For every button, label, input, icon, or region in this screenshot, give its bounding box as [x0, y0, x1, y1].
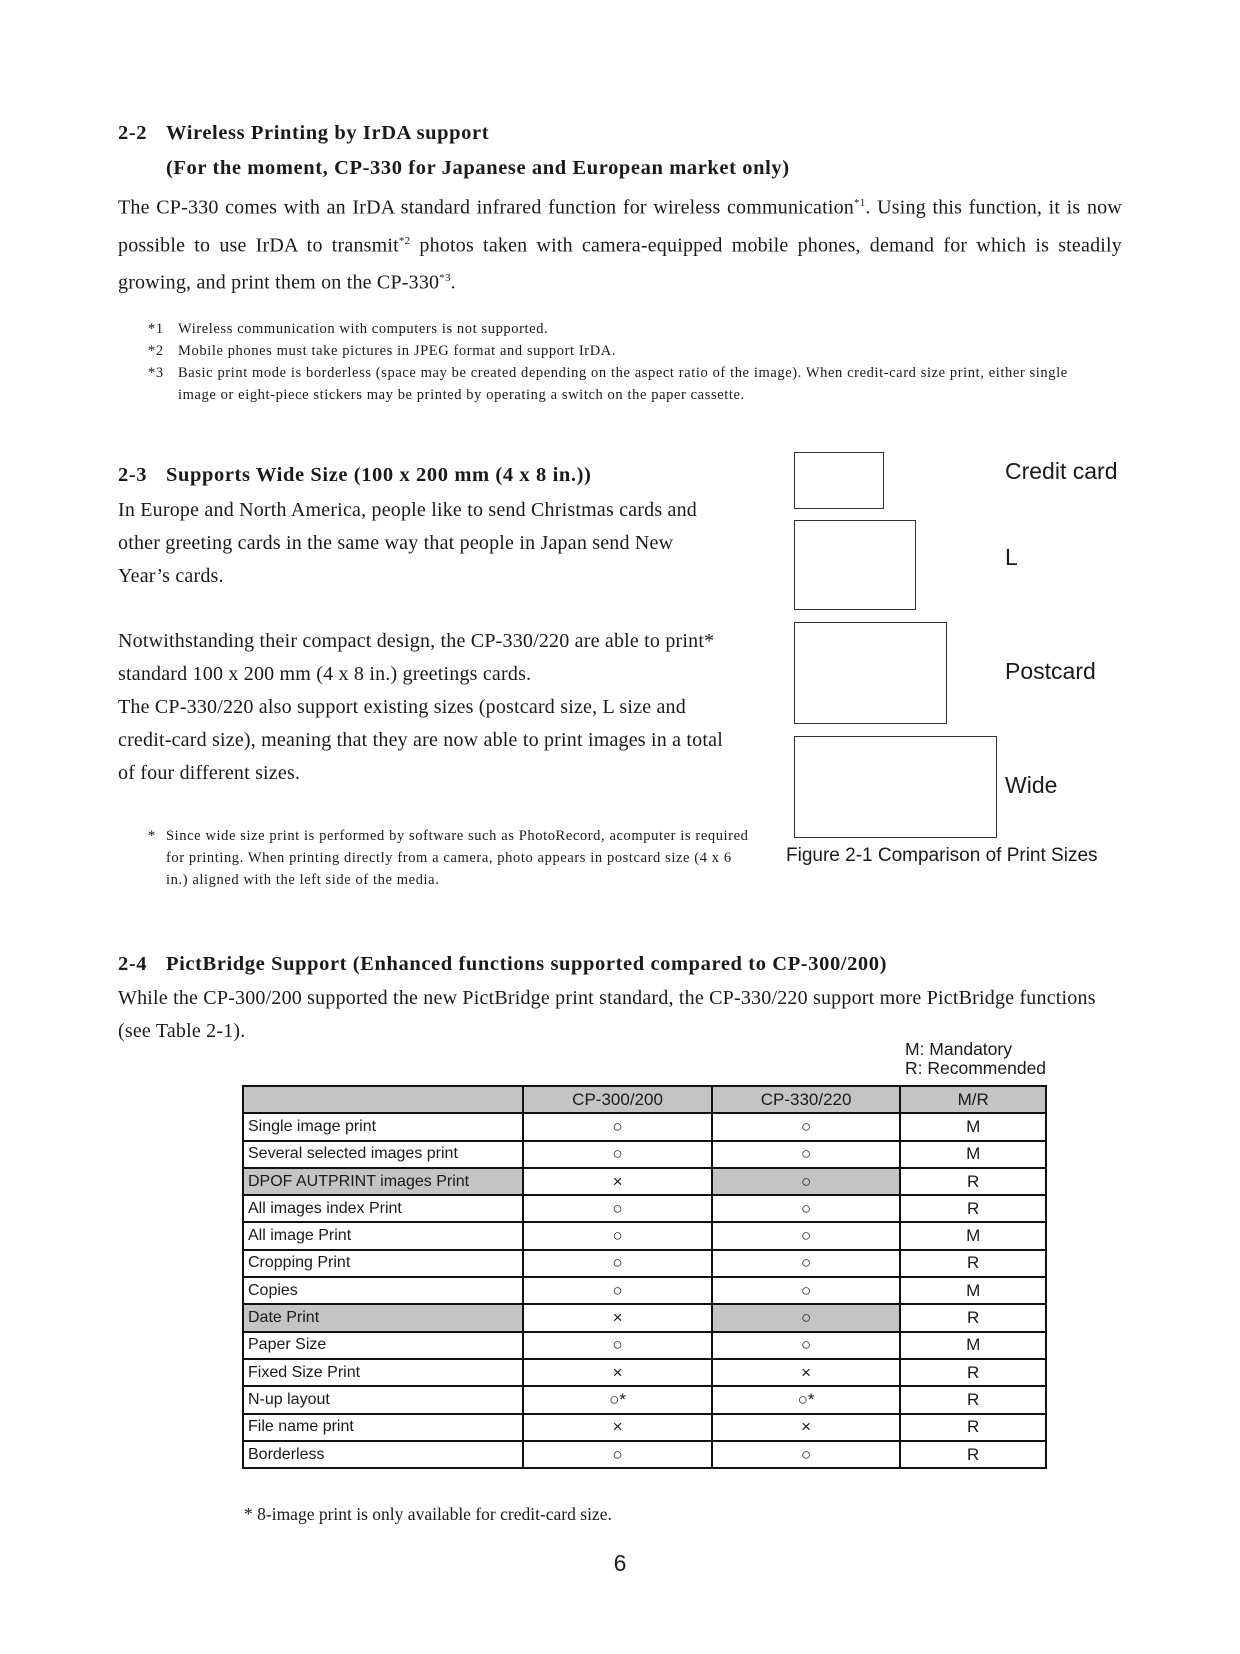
table-row: [243, 1332, 1046, 1359]
section-2-4-heading: [118, 953, 887, 976]
mr-cell: R: [900, 1304, 1046, 1331]
note-text: Since wide size print is performed by software such as PhotoRecord, acomputer is required for printing. When printing directly from a camera, photo appears in postcard size (4 x 6 in.) aligned with the left side of the media.: [166, 828, 749, 888]
section-title: Wireless Printing by IrDA support: [166, 122, 490, 144]
note-item: [148, 340, 1093, 362]
cp330-cell: ○: [712, 1441, 901, 1468]
feature-cell: DPOF AUTPRINT images Print: [243, 1168, 523, 1195]
postcard-size-box: [794, 622, 947, 724]
feature-cell: Several selected images print: [243, 1141, 523, 1168]
cp330-cell: ×: [712, 1414, 901, 1441]
text-run: . Using this function, it is now possible to use IrDA to transmit: [118, 196, 1122, 257]
note-text: Wireless communication with computers is not supported.: [178, 321, 549, 337]
feature-cell: Date Print: [243, 1304, 523, 1331]
section-2-4-paragraph: While the CP-300/200 supported the new PictBridge print standard, the CP-330/220 support more PictBridge functions (see Table 2-1).: [118, 987, 1096, 1042]
cp330-cell: ○: [712, 1332, 901, 1359]
mr-cell: R: [900, 1414, 1046, 1441]
feature-cell: Copies: [243, 1277, 523, 1304]
mr-cell: R: [900, 1250, 1046, 1277]
header-cell: M/R: [900, 1086, 1046, 1113]
mr-cell: M: [900, 1141, 1046, 1168]
note-text: Basic print mode is borderless (space may be created depending on the aspect ratio of the image). When credit-card size print, either single image or eight-piece stickers may be printed by operating a switch on the paper cassette.: [178, 365, 1068, 403]
table-row: [243, 1277, 1046, 1304]
section-title: PictBridge Support (Enhanced functions supported compared to CP-300/200): [166, 953, 888, 975]
table-row: [243, 1359, 1046, 1386]
section-number: 2-3: [118, 464, 148, 486]
table-row: [243, 1250, 1046, 1277]
credit-card-label: Credit card: [1005, 458, 1118, 484]
note-item: [148, 362, 1093, 406]
mr-cell: R: [900, 1386, 1046, 1413]
table-row: [243, 1141, 1046, 1168]
footnote-ref: *3: [439, 272, 451, 285]
table-row: [243, 1113, 1046, 1140]
cp330-cell: ○*: [712, 1386, 901, 1413]
cp300-cell: ×: [523, 1359, 712, 1386]
feature-cell: File name print: [243, 1414, 523, 1441]
postcard-label: Postcard: [1005, 658, 1096, 684]
cp330-cell: ×: [712, 1359, 901, 1386]
cp300-cell: ×: [523, 1168, 712, 1195]
wide-size-box: [794, 736, 997, 838]
section-title: Supports Wide Size (100 x 200 mm (4 x 8 in.)): [166, 464, 592, 486]
table-header-row: [243, 1086, 1046, 1113]
note-mark: *3: [148, 365, 164, 381]
wide-label: Wide: [1005, 772, 1058, 798]
mr-cell: M: [900, 1277, 1046, 1304]
cp330-cell: ○: [712, 1168, 901, 1195]
mr-cell: R: [900, 1359, 1046, 1386]
feature-cell: Single image print: [243, 1113, 523, 1140]
feature-table: [242, 1085, 1047, 1469]
cp330-cell: ○: [712, 1222, 901, 1249]
footnote-ref: *2: [398, 234, 411, 247]
mr-cell: M: [900, 1113, 1046, 1140]
cp300-cell: ×: [523, 1414, 712, 1441]
table-row: [243, 1304, 1046, 1331]
l-label: L: [1005, 544, 1018, 570]
table-row: [243, 1441, 1046, 1468]
table-row: [243, 1414, 1046, 1441]
section-2-3-heading: [118, 464, 591, 487]
cp300-cell: ○*: [523, 1386, 712, 1413]
legend-mandatory: M: Mandatory: [905, 1039, 1012, 1059]
header-cell: CP-300/200: [523, 1086, 712, 1113]
table-footnote: * 8-image print is only available for credit-card size.: [244, 1504, 612, 1524]
note-item: [148, 318, 1093, 340]
cp300-cell: ○: [523, 1141, 712, 1168]
section-2-2-notes: [148, 318, 1093, 406]
mr-cell: M: [900, 1222, 1046, 1249]
note-mark: *1: [148, 321, 164, 337]
feature-cell: N-up layout: [243, 1386, 523, 1413]
cp300-cell: ○: [523, 1250, 712, 1277]
section-2-3-paragraph-3: The CP-330/220 also support existing sizes (postcard size, L size and credit-card size), meaning that they are now able to print images in a total of four different sizes.: [118, 696, 723, 784]
note-text: Mobile phones must take pictures in JPEG format and support IrDA.: [178, 343, 617, 359]
mr-cell: R: [900, 1168, 1046, 1195]
text-run: The CP-330 comes with an IrDA standard infrared function for wireless communication: [118, 196, 854, 219]
cp300-cell: ×: [523, 1304, 712, 1331]
note-mark: *2: [148, 343, 164, 359]
figure-caption: Figure 2-1 Comparison of Print Sizes: [786, 845, 1098, 866]
section-2-2-paragraph: [118, 187, 1122, 300]
table-row: [243, 1386, 1046, 1413]
cp330-cell: ○: [712, 1304, 901, 1331]
text-run: .: [450, 271, 456, 294]
legend-recommended: R: Recommended: [905, 1058, 1047, 1078]
cp330-cell: ○: [712, 1195, 901, 1222]
section-number: 2-2: [118, 122, 148, 144]
feature-cell: All image Print: [243, 1222, 523, 1249]
table-row: [243, 1195, 1046, 1222]
feature-cell: Borderless: [243, 1441, 523, 1468]
mr-cell: M: [900, 1332, 1046, 1359]
cp330-cell: ○: [712, 1250, 901, 1277]
credit-card-size-box: [794, 452, 884, 509]
cp300-cell: ○: [523, 1195, 712, 1222]
feature-cell: Fixed Size Print: [243, 1359, 523, 1386]
table-legend: [905, 1040, 1046, 1078]
mr-cell: R: [900, 1195, 1046, 1222]
footnote-ref: *1: [854, 197, 866, 209]
feature-cell: Cropping Print: [243, 1250, 523, 1277]
section-2-3-paragraph-1: In Europe and North America, people like to send Christmas cards and other greeting cards in the same way that people in Japan send New Year’s cards.: [118, 499, 698, 587]
feature-cell: All images index Print: [243, 1195, 523, 1222]
text-run: photos taken with camera-equipped mobile phones, demand for which is steadily growing, and print them on the CP-330: [118, 234, 1123, 294]
cp300-cell: ○: [523, 1277, 712, 1304]
section-number: 2-4: [118, 953, 148, 975]
cp300-cell: ○: [523, 1222, 712, 1249]
l-size-box: [794, 520, 916, 610]
cp330-cell: ○: [712, 1113, 901, 1140]
cp330-cell: ○: [712, 1141, 901, 1168]
cp300-cell: ○: [523, 1113, 712, 1140]
cp330-cell: ○: [712, 1277, 901, 1304]
table-row: [243, 1222, 1046, 1249]
note-mark: *: [148, 828, 156, 844]
section-2-3-paragraph-2: Notwithstanding their compact design, the CP-330/220 are able to print* standard 100 x 200 mm (4 x 8 in.) greetings cards.: [118, 630, 715, 685]
page-number: 6: [613, 1550, 627, 1576]
header-cell: CP-330/220: [712, 1086, 901, 1113]
cp300-cell: ○: [523, 1332, 712, 1359]
feature-cell: Paper Size: [243, 1332, 523, 1359]
section-2-3-note: [148, 825, 758, 891]
table-row: [243, 1168, 1046, 1195]
section-2-2-subtitle: (For the moment, CP-330 for Japanese and European market only): [166, 157, 790, 179]
header-cell: [243, 1086, 523, 1113]
mr-cell: R: [900, 1441, 1046, 1468]
cp300-cell: ○: [523, 1441, 712, 1468]
section-2-2-heading: [118, 122, 489, 145]
